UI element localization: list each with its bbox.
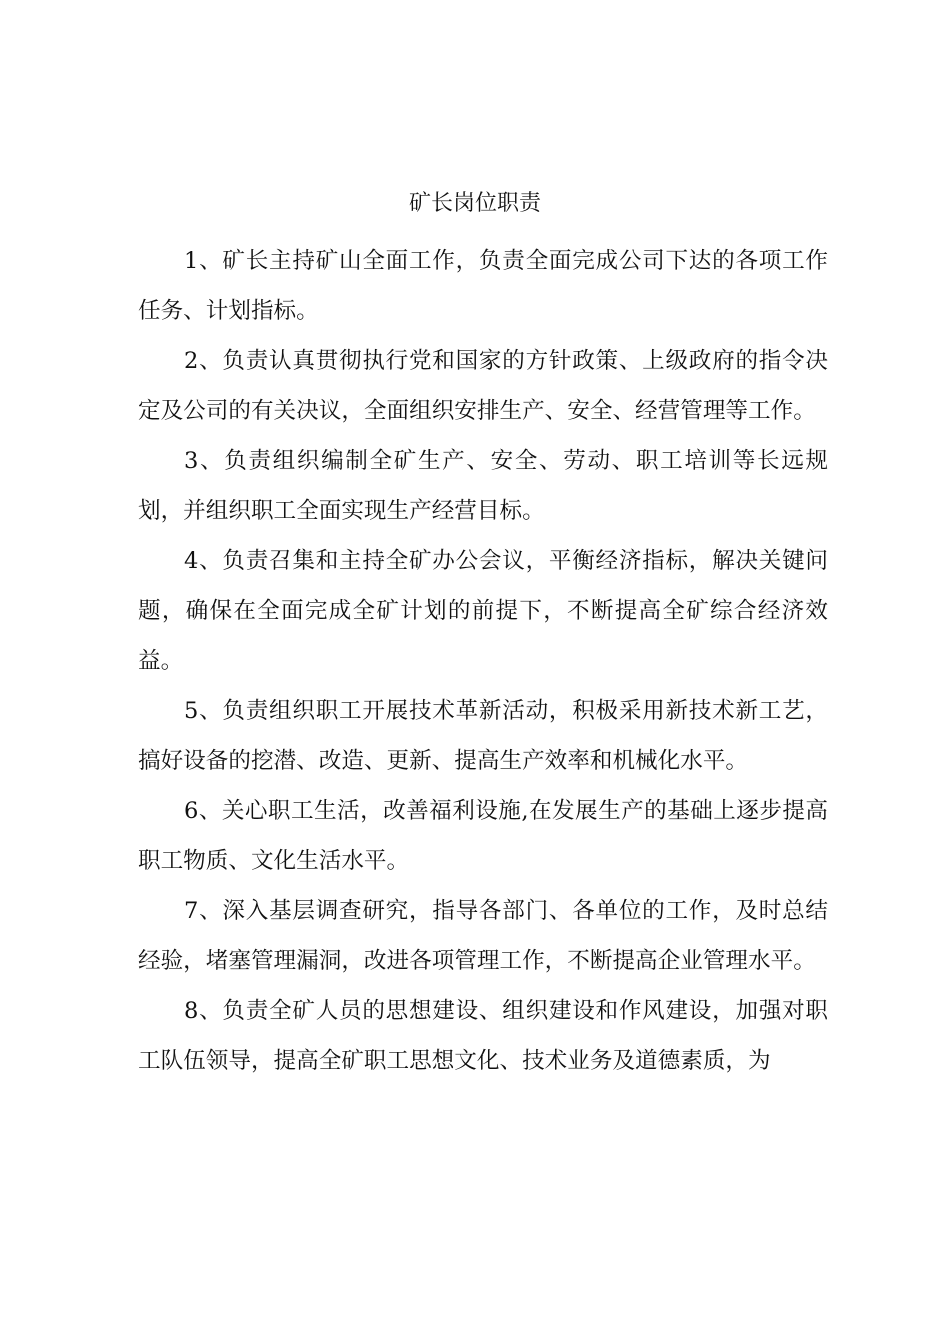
document-title: 矿长岗位职责 (408, 191, 541, 216)
paragraph-6: 6、关心职工生活，改善福利设施,在发展生产的基础上逐步提高职工物质、文化生活水平。 (138, 798, 828, 874)
paragraph-3: 3、负责组织编制全矿生产、安全、劳动、职工培训等长远规划，并组织职工全面实现生产经营目标。 (138, 448, 828, 524)
paragraph-1: 1、矿长主持矿山全面工作，负责全面完成公司下达的各项工作任务、计划指标。 (138, 248, 828, 324)
paragraph-7: 7、深入基层调查研究，指导各部门、各单位的工作，及时总结经验，堵塞管理漏洞，改进各项管理工作，不断提高企业管理水平。 (138, 898, 828, 974)
paragraph-8: 8、负责全矿人员的思想建设、组织建设和作风建设，加强对职工队伍领导，提高全矿职工思想文化、技术业务及道德素质，为 (138, 998, 828, 1074)
paragraph-4: 4、负责召集和主持全矿办公会议，平衡经济指标，解决关键问题，确保在全面完成全矿计划的前提下，不断提高全矿综合经济效益。 (138, 548, 828, 674)
paragraph-5: 5、负责组织职工开展技术革新活动，积极采用新技术新工艺，搞好设备的挖潜、改造、更新、提高生产效率和机械化水平。 (138, 698, 828, 774)
paragraph-2: 2、负责认真贯彻执行党和国家的方针政策、上级政府的指令决定及公司的有关决议，全面组织安排生产、安全、经营管理等工作。 (138, 348, 828, 424)
document-body (138, 236, 828, 1086)
